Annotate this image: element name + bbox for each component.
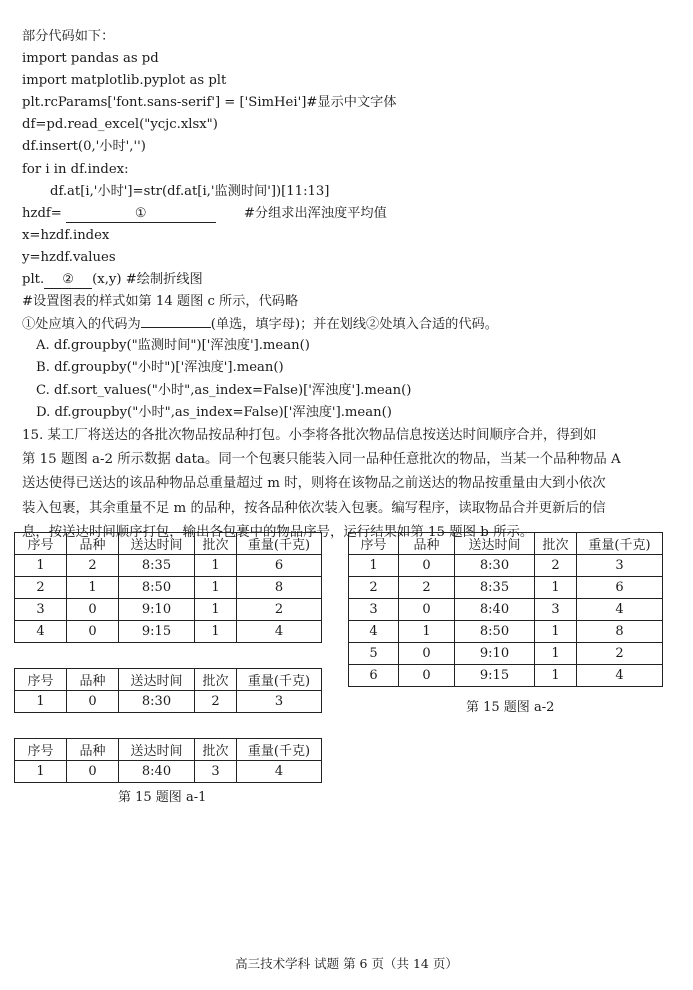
table-cell: 2 xyxy=(195,691,237,713)
table-cell: 0 xyxy=(399,665,455,687)
code-line: for i in df.index: xyxy=(22,161,129,177)
table-cell: 0 xyxy=(67,599,119,621)
table-cell: 9:15 xyxy=(119,621,195,643)
table-cell: 8:50 xyxy=(119,577,195,599)
table-cell: 8 xyxy=(577,621,663,643)
table-cell: 4 xyxy=(15,621,67,643)
table-header-cell: 送达时间 xyxy=(119,533,195,555)
table-cell: 3 xyxy=(535,599,577,621)
table-header-cell: 重量(千克) xyxy=(237,533,322,555)
paragraph-line: 第 15 题图 a-2 所示数据 data。同一个包裹只能装入同一品种任意批次的物品，当某一个品种物品 A xyxy=(22,452,621,468)
answer-blank-choice xyxy=(141,313,211,328)
option-a: A. df.groupby("监测时间")['浑浊度'].mean() xyxy=(36,338,310,354)
table-header-cell: 品种 xyxy=(67,669,119,691)
table-cell: 6 xyxy=(237,555,322,577)
table-cell: 1 xyxy=(535,577,577,599)
table-row xyxy=(349,665,663,687)
table-cell: 8:30 xyxy=(119,691,195,713)
table-cell: 3 xyxy=(577,555,663,577)
table-cell: 1 xyxy=(535,621,577,643)
code-text: hzdf= xyxy=(22,205,62,221)
table-cell: 1 xyxy=(195,599,237,621)
table-header-cell: 批次 xyxy=(195,739,237,761)
table-cell: 1 xyxy=(535,665,577,687)
table-header-cell: 序号 xyxy=(349,533,399,555)
table-row xyxy=(15,761,322,783)
table-header-cell: 批次 xyxy=(195,669,237,691)
table-cell: 2 xyxy=(15,577,67,599)
code-line: df=pd.read_excel("ycjc.xlsx") xyxy=(22,117,218,133)
table-a2 xyxy=(348,532,663,687)
option-b: B. df.groupby("小时")['浑浊度'].mean() xyxy=(36,360,284,376)
table-cell: 2 xyxy=(577,643,663,665)
table-cell: 8:30 xyxy=(455,555,535,577)
prompt-text: (单选，填字母)；并在划线②处填入合适的代码。 xyxy=(210,317,498,333)
code-line: df.insert(0,'小时','') xyxy=(22,139,146,155)
table-header-cell: 重量(千克) xyxy=(577,533,663,555)
option-d: D. df.groupby("小时",as_index=False)['浑浊度'].mean() xyxy=(36,404,392,420)
code-intro: 部分代码如下： xyxy=(22,29,115,44)
table-cell: 1 xyxy=(15,761,67,783)
paragraph-line: 装入包裹，其余重量不足 m 的品种，按各品种依次装入包裹。编写程序，读取物品合并更新后的信 xyxy=(22,500,606,516)
table-header-cell: 批次 xyxy=(535,533,577,555)
table-cell: 0 xyxy=(399,599,455,621)
table-cell: 0 xyxy=(67,761,119,783)
table-cell: 8 xyxy=(237,577,322,599)
table-cell: 8:35 xyxy=(455,577,535,599)
code-line: df.at[i,'小时']=str(df.at[i,'监测时间'])[11:13] xyxy=(50,183,330,199)
option-c: C. df.sort_values("小时",as_index=False)['浑浊度'].mean() xyxy=(36,382,412,398)
answer-blank-2: ② xyxy=(44,272,92,289)
table-header-cell: 序号 xyxy=(15,739,67,761)
table-cell: 9:10 xyxy=(119,599,195,621)
paragraph-line: 送达使得已送达的该品种物品总重量超过 m 时，则将在该物品之前送达的物品按重量由大到小依次 xyxy=(22,476,606,492)
table-cell: 1 xyxy=(535,643,577,665)
code-listing xyxy=(22,26,672,424)
table-header-row xyxy=(349,533,663,555)
table-header-cell: 品种 xyxy=(399,533,455,555)
code-line: import matplotlib.pyplot as plt xyxy=(22,73,227,89)
table-row xyxy=(349,599,663,621)
table-cell: 1 xyxy=(195,577,237,599)
table-cell: 3 xyxy=(195,761,237,783)
table-row xyxy=(349,643,663,665)
code-comment: #分组求出浑浊度平均值 xyxy=(243,205,387,221)
code-line: #设置图表的样式如第 14 题图 c 所示，代码略 xyxy=(22,294,299,310)
table-row xyxy=(349,621,663,643)
table-cell: 6 xyxy=(577,577,663,599)
table-cell: 4 xyxy=(237,621,322,643)
table-cell: 8:35 xyxy=(119,555,195,577)
table-cell: 1 xyxy=(15,691,67,713)
table-cell: 4 xyxy=(237,761,322,783)
table-header-cell: 序号 xyxy=(15,533,67,555)
table-cell: 1 xyxy=(67,577,119,599)
table-row xyxy=(15,577,322,599)
page-footer: 高三技术学科 试题 第 6 页（共 14 页） xyxy=(235,956,458,971)
code-line-blank-2 xyxy=(22,269,672,291)
table-header-row xyxy=(15,669,322,691)
paragraph-line: 15. 某工厂将送达的各批次物品按品种打包。小李将各批次物品信息按送达时间顺序合并，得到如 xyxy=(22,428,597,443)
table-a1-middle xyxy=(14,668,322,713)
table-cell: 9:15 xyxy=(455,665,535,687)
table-cell: 3 xyxy=(349,599,399,621)
table-cell: 0 xyxy=(399,555,455,577)
code-text: (x,y) #绘制折线图 xyxy=(92,272,203,288)
question-prompt xyxy=(22,313,672,335)
table-cell: 1 xyxy=(399,621,455,643)
caption-a1: 第 15 题图 a-1 xyxy=(118,790,207,805)
table-row xyxy=(15,599,322,621)
table-cell: 3 xyxy=(15,599,67,621)
answer-blank-1: ① xyxy=(66,206,216,223)
code-line: x=hzdf.index xyxy=(22,227,110,243)
table-cell: 8:40 xyxy=(455,599,535,621)
table-cell: 4 xyxy=(577,665,663,687)
table-header-cell: 送达时间 xyxy=(455,533,535,555)
code-line: import pandas as pd xyxy=(22,51,159,67)
table-cell: 9:10 xyxy=(455,643,535,665)
code-line-blank-1 xyxy=(22,203,672,225)
table-cell: 3 xyxy=(237,691,322,713)
table-cell: 5 xyxy=(349,643,399,665)
table-a1-bottom xyxy=(14,738,322,783)
table-header-cell: 品种 xyxy=(67,739,119,761)
table-cell: 2 xyxy=(67,555,119,577)
table-header-cell: 送达时间 xyxy=(119,739,195,761)
code-line: y=hzdf.values xyxy=(22,249,116,265)
table-row xyxy=(15,691,322,713)
table-cell: 0 xyxy=(399,643,455,665)
table-cell: 1 xyxy=(15,555,67,577)
table-row xyxy=(349,577,663,599)
paragraph-line: 息，按送达时间顺序打包，输出各包裹中的物品序号，运行结果如第 15 题图 b 所示。 xyxy=(22,524,534,540)
table-cell: 2 xyxy=(349,577,399,599)
table-header-cell: 重量(千克) xyxy=(237,739,322,761)
table-cell: 4 xyxy=(577,599,663,621)
table-cell: 1 xyxy=(195,555,237,577)
table-cell: 8:50 xyxy=(455,621,535,643)
table-row xyxy=(15,621,322,643)
table-header-cell: 重量(千克) xyxy=(237,669,322,691)
table-a1-top xyxy=(14,532,322,643)
table-header-cell: 批次 xyxy=(195,533,237,555)
table-header-row xyxy=(15,533,322,555)
table-cell: 0 xyxy=(67,621,119,643)
caption-a2: 第 15 题图 a-2 xyxy=(466,700,555,715)
table-cell: 2 xyxy=(535,555,577,577)
table-cell: 6 xyxy=(349,665,399,687)
table-cell: 4 xyxy=(349,621,399,643)
code-text: plt. xyxy=(22,272,45,288)
prompt-text: ①处应填入的代码为 xyxy=(22,317,141,333)
table-cell: 8:40 xyxy=(119,761,195,783)
table-header-row xyxy=(15,739,322,761)
table-cell: 0 xyxy=(67,691,119,713)
table-header-cell: 序号 xyxy=(15,669,67,691)
table-cell: 1 xyxy=(195,621,237,643)
table-row xyxy=(349,555,663,577)
table-cell: 2 xyxy=(237,599,322,621)
table-header-cell: 品种 xyxy=(67,533,119,555)
table-cell: 1 xyxy=(349,555,399,577)
table-row xyxy=(15,555,322,577)
question-15-text xyxy=(22,424,674,545)
code-line: plt.rcParams['font.sans-serif'] = ['SimHei']#显示中文字体 xyxy=(22,95,397,111)
table-cell: 2 xyxy=(399,577,455,599)
table-header-cell: 送达时间 xyxy=(119,669,195,691)
